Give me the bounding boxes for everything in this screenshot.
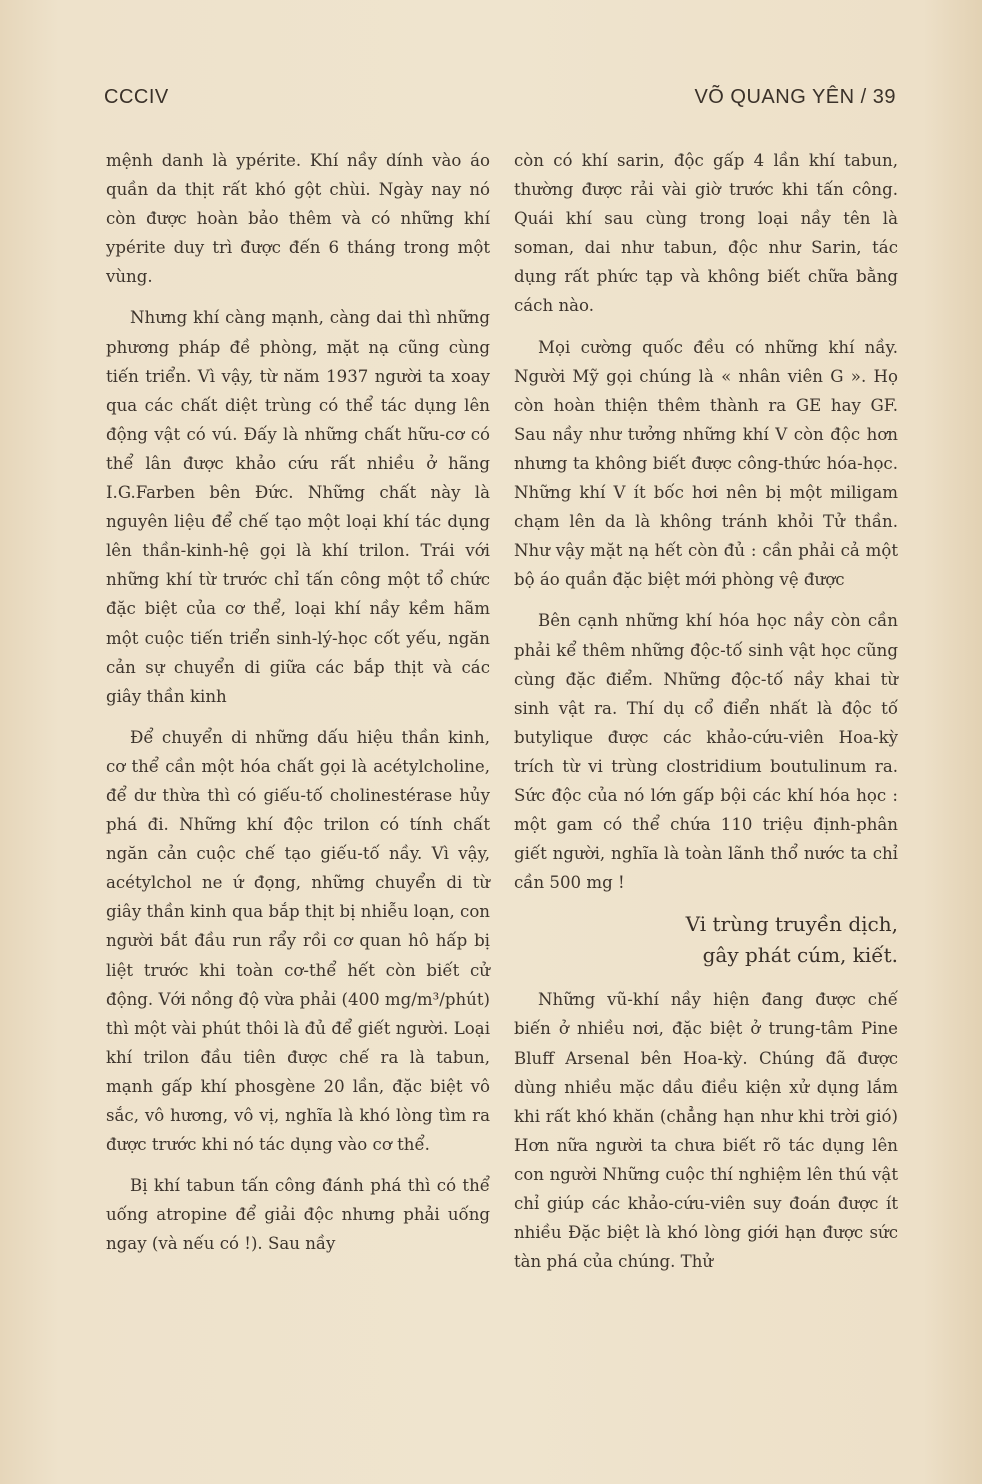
left-column xyxy=(106,146,490,1270)
paragraph: Bị khí tabun tấn công đánh phá thì có thể uống atropine để giải độc nhưng phải uống ngay (và nếu có !). Sau nầy xyxy=(106,1176,490,1254)
paragraph: Mọi cường quốc đều có những khí nầy. Người Mỹ gọi chúng là « nhân viên G ». Họ còn hoàn thiện thêm thành ra GE hay GF. Sau nầy như tưởng những khí V còn độc hơn nhưng ta không biết được công-thức hóa-học. Những khí V ít bốc hơi nên bị một miligam chạm lên da là không tránh khỏi Tử thần. Như vậy mặt nạ hết còn đủ : cần phải cả một bộ áo quần đặc biệt mới phòng vệ được xyxy=(514,337,898,590)
running-head-left: CCCIV xyxy=(104,86,169,108)
section-subheading xyxy=(514,909,898,971)
page-header xyxy=(104,86,896,112)
paragraph: Để chuyển di những dấu hiệu thần kinh, cơ thể cần một hóa chất gọi là acétylcholine, để dư thừa thì có giếu-tố cholinestérase hủy phá đi. Những khí độc trilon có tính chất ngăn cản cuộc chế tạo giếu-tố nầy. Vì vậy, acétylchol ne ứ đọng, những chuyển di từ giây thần kinh qua bắp thịt bị nhiễu loạn, con người bắt đầu run rẩy rồi cơ quan hô hấp bị liệt trước khi toàn cơ-thể hết còn biết cử động. Với nồng độ vừa phải (400 mg/m³/phút) thì một vài phút thôi là đủ để giết người. Loại khí trilon đầu tiên được chế ra là tabun, mạnh gấp khí phosgène 20 lần, đặc biệt vô sắc, vô hương, vô vị, nghĩa là khó lòng tìm ra được trước khi nó tác dụng vào cơ thể. xyxy=(106,727,490,1155)
paragraph: còn có khí sarin, độc gấp 4 lần khí tabun, thường được rải vài giờ trước khi tấn công. Quái khí sau cùng trong loại nầy tên là soman, dai như tabun, độc như Sarin, tác dụng rất phức tạp và không biết chữa bằng cách nào. xyxy=(514,151,898,316)
paragraph: Nhưng khí càng mạnh, càng dai thì những phương pháp đề phòng, mặt nạ cũng cùng tiến triển. Vì vậy, từ năm 1937 người ta xoay qua các chất diệt trùng có thể tác dụng lên động vật có vú. Đấy là những chất hữu-cơ có thể lân được khảo cứu rất nhiều ở hãng I.G.Farben bên Đức. Những chất này là nguyên liệu để chế tạo một loại khí tác dụng lên thần-kinh-hệ gọi là khí trilon. Trái với những khí từ trước chỉ tấn công một tổ chức đặc biệt của cơ thể, loại khí nầy kềm hãm một cuộc tiến triển sinh-lý-học cốt yếu, ngăn cản sự chuyển di giữa các bắp thịt và các giây thần kinh xyxy=(106,308,490,706)
running-head-right: VÕ QUANG YÊN / 39 xyxy=(694,86,896,108)
subheading-line: gây phát cúm, kiết. xyxy=(702,943,898,968)
paragraph: Những vũ-khí nầy hiện đang được chế biến ở nhiều nơi, đặc biệt ở trung-tâm Pine Bluff Arsenal bên Hoa-kỳ. Chúng đã được dùng nhiều mặc dầu điều kiện xử dụng lắm khi rất khó khăn (chẳng hạn như khi trời gió) Hơn nữa người ta chưa biết rõ tác dụng lên con người Những cuộc thí nghiệm lên thú vật chỉ giúp các khảo-cứu-viên suy đoán được ít nhiều Đặc biệt là khó lòng giới hạn được sức tàn phá của chúng. Thử xyxy=(514,990,898,1272)
right-column xyxy=(514,146,898,1288)
paragraph: mệnh danh là ypérite. Khí nầy dính vào áo quần da thịt rất khó gột chùi. Ngày nay nó còn được hoàn bảo thêm và có những khí ypérite duy trì được đến 6 tháng trong một vùng. xyxy=(106,151,490,287)
subheading-line: Vi trùng truyền dịch, xyxy=(685,912,898,937)
paragraph: Bên cạnh những khí hóa học nầy còn cần phải kể thêm những độc-tố sinh vật học cũng cùng đặc điểm. Những độc-tố nầy khai từ sinh vật ra. Thí dụ cổ điển nhất là độc tố butylique được các khảo-cứu-viên Hoa-kỳ trích từ vi trùng clostridium boutulinum ra. Sức độc của nó lớn gấp bội các khí hóa học : một gam có thể chứa 110 triệu định-phân giết người, nghĩa là toàn lãnh thổ nước ta chỉ cần 500 mg ! xyxy=(514,611,898,893)
